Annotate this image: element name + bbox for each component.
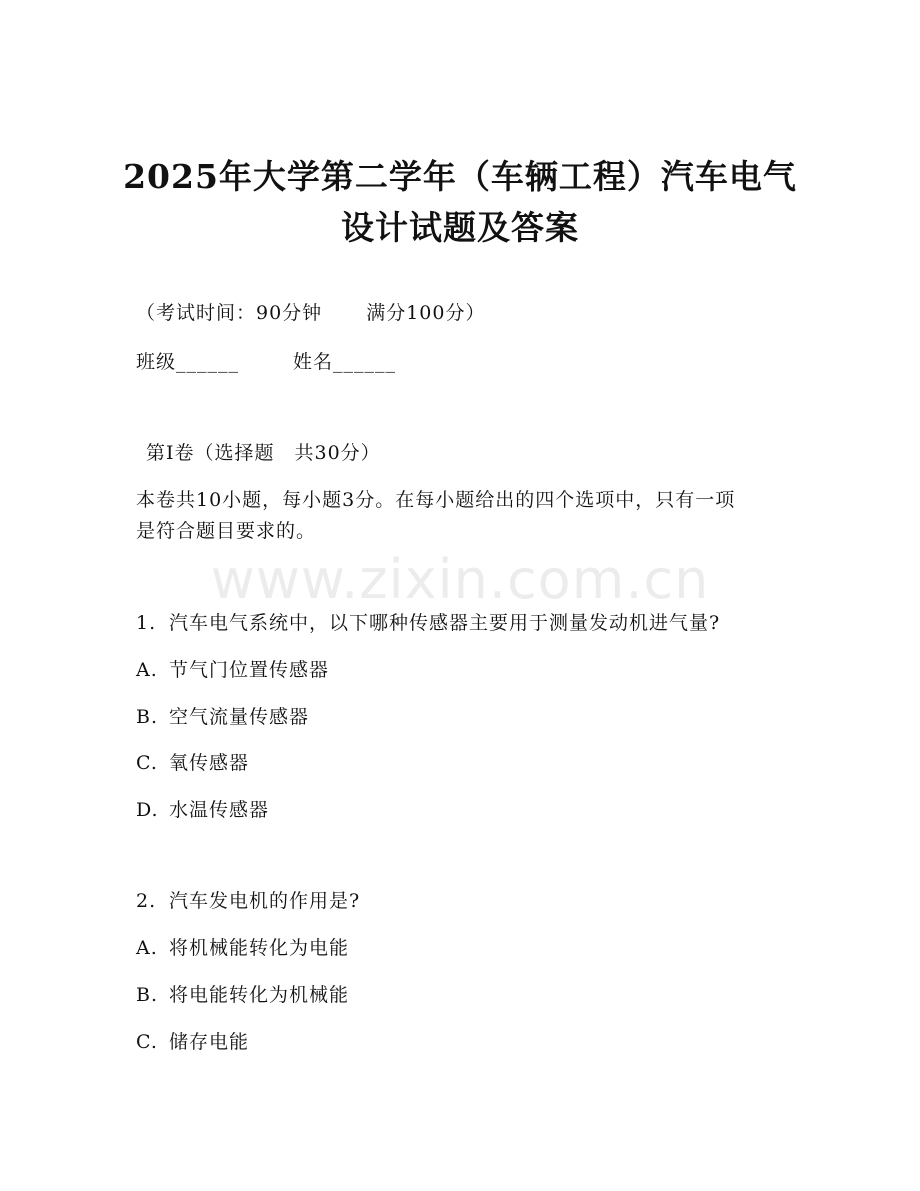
name-field-label: 姓名______ bbox=[293, 351, 397, 373]
document-title-line-1: 2025年大学第二学年（车辆工程）汽车电气 bbox=[123, 157, 797, 196]
option-text: 节气门位置传感器 bbox=[169, 659, 330, 681]
section-title: 第I卷（选择题 共30分） bbox=[146, 442, 381, 464]
option-letter: B. bbox=[136, 706, 159, 728]
full-score: 满分100分） bbox=[366, 302, 486, 324]
option-letter: A. bbox=[136, 937, 158, 959]
option-letter: A. bbox=[136, 659, 158, 681]
exam-time: （考试时间：90分钟 bbox=[136, 302, 323, 324]
question-1-option-a bbox=[136, 657, 329, 683]
option-text: 将电能转化为机械能 bbox=[169, 984, 350, 1006]
option-text: 储存电能 bbox=[169, 1031, 250, 1053]
question-number: 1. bbox=[136, 612, 157, 634]
document-title-line-2: 设计试题及答案 bbox=[341, 208, 579, 247]
question-number: 2. bbox=[136, 890, 157, 912]
question-text: 汽车发电机的作用是? bbox=[169, 890, 361, 912]
question-1-option-c bbox=[136, 750, 249, 776]
class-field-label: 班级______ bbox=[136, 351, 240, 373]
question-2-option-a bbox=[136, 935, 349, 961]
question-1-option-b bbox=[136, 704, 309, 730]
option-text: 氧传感器 bbox=[169, 752, 250, 774]
instructions-line-2: 是符合题目要求的。 bbox=[136, 520, 317, 542]
question-1-option-d bbox=[136, 797, 269, 823]
student-info bbox=[136, 349, 396, 375]
option-letter: B. bbox=[136, 984, 159, 1006]
option-letter: D. bbox=[136, 799, 159, 821]
question-1 bbox=[136, 610, 720, 636]
option-text: 将机械能转化为电能 bbox=[169, 937, 350, 959]
question-2-option-b bbox=[136, 982, 349, 1008]
option-letter: C. bbox=[136, 1031, 158, 1053]
option-text: 空气流量传感器 bbox=[169, 706, 310, 728]
exam-info bbox=[136, 300, 485, 326]
option-text: 水温传感器 bbox=[169, 799, 270, 821]
question-text: 汽车电气系统中，以下哪种传感器主要用于测量发动机进气量? bbox=[169, 612, 721, 634]
question-2-option-c bbox=[136, 1029, 249, 1055]
question-2 bbox=[136, 888, 360, 914]
watermark: www.zixin.com.cn bbox=[210, 548, 710, 611]
instructions-line-1: 本卷共10小题，每小题3分。在每小题给出的四个选项中，只有一项 bbox=[136, 489, 736, 511]
option-letter: C. bbox=[136, 752, 158, 774]
